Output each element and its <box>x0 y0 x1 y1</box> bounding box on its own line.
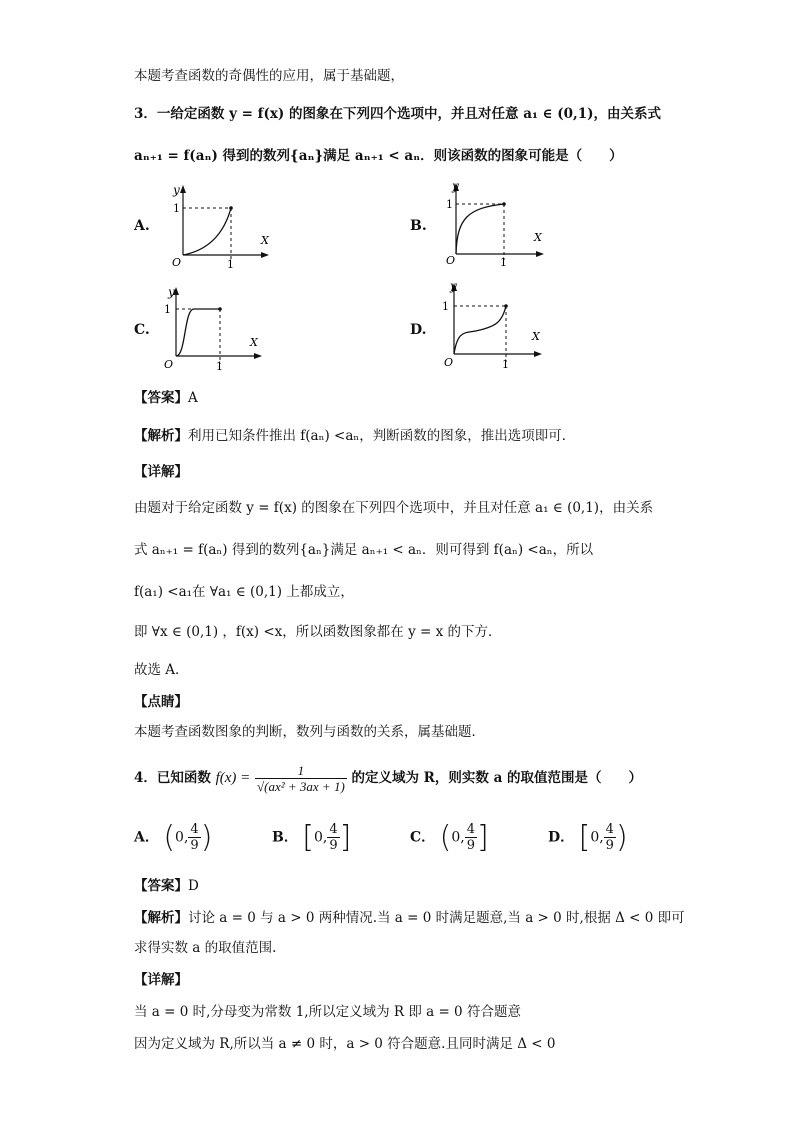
q4-detail-line-1: 当 a = 0 时,分母变为常数 1,所以定义域为 R 即 a = 0 符合题意 <box>134 1004 521 1020</box>
q4-func-den: √(ax² + 3ax + 1) <box>257 779 345 794</box>
axis-x-label: X <box>532 330 540 343</box>
q4-option-c <box>410 820 489 855</box>
q4-detail-tag: 【详解】 <box>134 972 188 988</box>
q3-graph-b <box>440 178 550 268</box>
q3-option-c-label: C. <box>134 322 150 338</box>
q4-option-d-label: D． <box>548 829 575 846</box>
axis-x-label: X <box>250 336 258 349</box>
analysis-text-1: 讨论 a = 0 与 a > 0 两种情况.当 a = 0 时满足题意,当 a > 0 时,根据 Δ < 0 即可 <box>188 910 685 926</box>
q4-func-num: 1 <box>255 763 347 779</box>
q4-option-c-lo: 0, <box>451 829 465 846</box>
q4-option-a-lo: 0, <box>175 829 189 846</box>
q3-stem-line2: aₙ₊₁ = f(aₙ) 得到的数列{aₙ}满足 aₙ₊₁ < aₙ．则该函数的图象可能是（ ） <box>134 148 623 164</box>
q4-option-a-num: 4 <box>190 822 199 837</box>
axis-one-x: 1 <box>500 256 507 268</box>
q4-option-d-den: 9 <box>605 838 614 853</box>
q4-option-a-label: A． <box>134 829 159 846</box>
q3-graph-a <box>165 180 275 270</box>
axis-y-label: y <box>168 285 175 299</box>
q3-answer <box>134 388 198 408</box>
q3-detail-line-2: 式 aₙ₊₁ = f(aₙ) 得到的数列{aₙ}满足 aₙ₊₁ < aₙ．则可得到 f(aₙ) <aₙ，所以 <box>134 542 594 558</box>
q4-option-c-den: 9 <box>466 838 475 853</box>
q4-option-b-right: ] <box>339 820 352 855</box>
q3-detail-line-5: 故选 A． <box>134 662 189 678</box>
answer-value: A <box>188 390 198 406</box>
analysis-tag: 【解析】 <box>134 428 188 444</box>
axis-one-x: 1 <box>216 360 223 373</box>
answer-tag: 【答案】 <box>134 878 188 894</box>
axis-origin: O <box>446 254 456 267</box>
q3-graph-d <box>436 278 548 372</box>
q3-analysis <box>134 426 575 446</box>
axis-x-label: X <box>534 231 542 244</box>
answer-tag: 【答案】 <box>134 390 188 406</box>
q4-func-fraction <box>255 763 347 794</box>
q3-detail-line-3: f(a₁) <a₁在 ∀a₁ ∈ (0,1) 上都成立， <box>134 584 354 600</box>
q3-option-b-label: B. <box>410 218 427 234</box>
q4-func-lhs: f(x) = <box>215 770 251 786</box>
axis-origin: O <box>172 256 182 269</box>
q4-option-d-num: 4 <box>605 822 614 837</box>
q4-detail-line-2: 因为定义域为 R,所以当 a ≠ 0 时，a > 0 符合题意.且同时满足 Δ < 0 <box>134 1036 556 1052</box>
q4-number: 4． <box>134 770 157 786</box>
axis-y-label: y <box>450 279 457 293</box>
q4-option-d-right: ) <box>615 820 628 855</box>
q3-option-d-label: D. <box>410 322 427 338</box>
q4-option-a <box>134 820 212 855</box>
q4-option-d <box>548 820 628 855</box>
q4-analysis-line2: 求得实数 a 的取值范围. <box>134 940 277 956</box>
q4-option-a-right: ) <box>200 820 213 855</box>
q4-stem <box>134 760 642 796</box>
q4-option-a-den: 9 <box>190 838 199 853</box>
q4-option-c-num: 4 <box>466 822 475 837</box>
axis-one-y: 1 <box>164 303 171 316</box>
axis-x-label: X <box>261 234 269 247</box>
q3-detail-line-4: 即 ∀x ∈ (0,1) ，f(x) <x，所以函数图象都在 y = x 的下方． <box>134 624 502 640</box>
q4-option-c-label: C． <box>410 829 436 846</box>
axis-y-label: y <box>173 183 180 197</box>
axis-origin: O <box>444 356 454 369</box>
q4-option-b-label: B． <box>272 829 298 846</box>
q3-number: 3． <box>134 106 157 122</box>
q4-option-b <box>272 820 351 855</box>
q3-stem-text1: 一给定函数 y = f(x) 的图象在下列四个选项中，并且对任意 a₁ ∈ (0,1)，由关系式 <box>156 106 662 122</box>
q4-option-b-lo: 0, <box>314 829 328 846</box>
q4-stem-after: 的定义域为 R，则实数 a 的取值范围是（ ） <box>351 770 643 786</box>
axis-y-label: y <box>452 179 459 193</box>
axis-origin: O <box>164 358 174 371</box>
q4-option-d-left: [ <box>578 820 591 855</box>
axis-one-x: 1 <box>227 258 234 270</box>
q4-option-b-left: [ <box>302 820 315 855</box>
q4-option-a-left: ( <box>163 820 176 855</box>
axis-one-y: 1 <box>446 198 453 211</box>
axis-one-y: 1 <box>173 202 180 215</box>
q3-stem-line1 <box>134 104 661 124</box>
q4-option-b-num: 4 <box>329 822 338 837</box>
q3-comment: 本题考查函数图象的判断，数列与函数的关系，属基础题． <box>134 724 485 740</box>
analysis-tag: 【解析】 <box>134 910 188 926</box>
axis-one-x: 1 <box>502 358 509 371</box>
answer-value: D <box>188 878 199 894</box>
q4-analysis-line1 <box>134 908 685 928</box>
q3-option-a-label: A. <box>134 218 150 234</box>
q3-graph-c <box>158 282 268 374</box>
analysis-text: 利用已知条件推出 f(aₙ) <aₙ，判断函数的图象，推出选项即可． <box>188 428 576 444</box>
q3-detail-tag: 【详解】 <box>134 464 188 480</box>
q3-detail-line-1: 由题对于给定函数 y = f(x) 的图象在下列四个选项中，并且对任意 a₁ ∈ (0,1)，由关系 <box>134 500 654 516</box>
intro-remark: 本题考查函数的奇偶性的应用，属于基础题， <box>134 68 404 84</box>
q4-answer <box>134 876 199 896</box>
q4-option-c-left: ( <box>439 820 452 855</box>
q3-comment-tag: 【点睛】 <box>134 694 188 710</box>
q4-option-d-lo: 0, <box>590 829 604 846</box>
q4-option-b-den: 9 <box>329 838 338 853</box>
axis-one-y: 1 <box>442 300 449 313</box>
q4-stem-before: 已知函数 <box>156 770 211 786</box>
q4-option-c-right: ] <box>476 820 489 855</box>
